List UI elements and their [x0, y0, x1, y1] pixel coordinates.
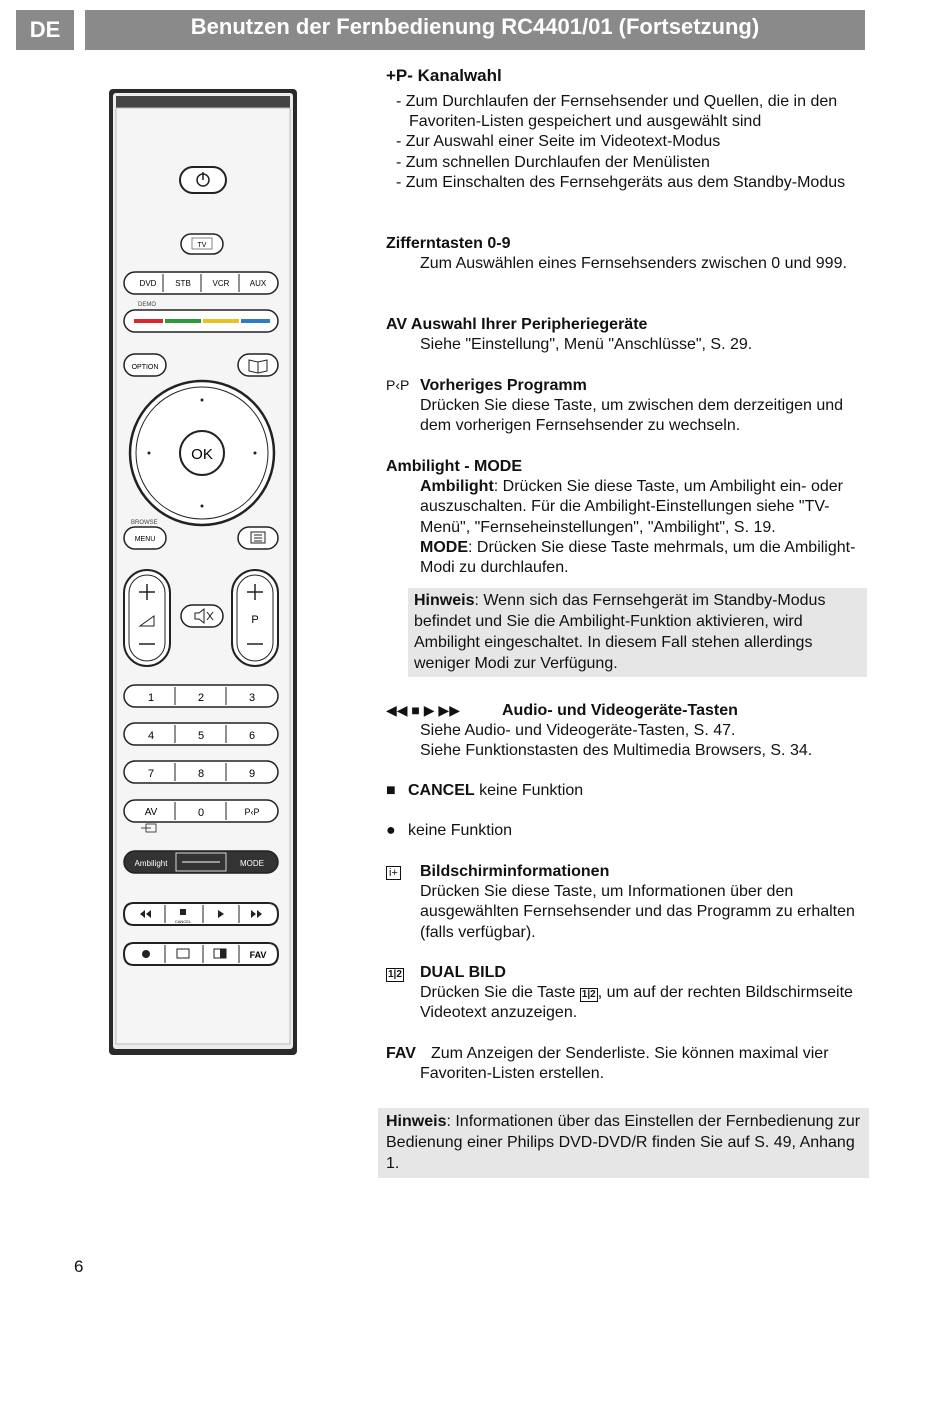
section-cancel [386, 781, 856, 801]
note-box-dvd [378, 1108, 869, 1178]
section-fav [386, 1044, 856, 1084]
remote-control-illustration [108, 88, 298, 1056]
page-title: Benutzen der Fernbedienung RC4401/01 (Fortsetzung) [85, 10, 865, 50]
transport-icons: ◀◀ ■ ▶ ▶▶ [386, 702, 460, 718]
list-item: - Zum schnellen Durchlaufen der Menülisten [396, 153, 710, 171]
section-heading: Bildschirminformationen [420, 863, 610, 880]
digit-9: 9 [248, 768, 256, 780]
record-text: keine Funktion [408, 822, 513, 839]
list-item: - Zur Auswahl einer Seite im Videotext-Modus [396, 133, 721, 151]
ambilight-row [124, 851, 278, 873]
stop-icon: ■ [386, 782, 396, 799]
section-heading: Ambilight - MODE [386, 458, 522, 475]
note-text: : Informationen über das Einstellen der Fernbedienung zur Bedienung einer Philips DVD-DVD/R finden Sie auf S. 49, Anhang 1. [386, 1113, 861, 1172]
cancel-text: keine Funktion [474, 782, 584, 799]
digit-3: 3 [248, 692, 256, 704]
note-label: Hinweis [414, 592, 475, 609]
mode-label: MODE [240, 859, 264, 868]
ambilight-label: Ambilight [134, 859, 168, 868]
list-item: - Zum Einschalten des Fernsehgeräts aus dem Standby-Modus [396, 173, 846, 191]
volume-rocker [124, 570, 170, 666]
fav-key-label: FAV [249, 950, 267, 960]
digit-2: 2 [197, 692, 205, 704]
section-av-keys [386, 700, 856, 762]
prev-program-icon: P‹P [386, 377, 410, 393]
p-label: P [251, 614, 259, 626]
tv-button [181, 234, 223, 254]
section-heading: Audio- und Videogeräte-Tasten [502, 702, 738, 719]
digit-8: 8 [197, 768, 205, 780]
section-heading: DUAL BILD [420, 964, 506, 981]
digit-row-2 [124, 723, 278, 745]
ambilight-term: Ambilight [420, 478, 494, 496]
fav-text: Zum Anzeigen der Senderliste. Sie können maximal vier Favoriten-Listen erstellen. [420, 1045, 829, 1083]
digit-6: 6 [248, 730, 256, 742]
info-icon: i+ [386, 866, 401, 880]
browse-label: BROWSE [131, 520, 158, 526]
record-icon [142, 950, 150, 958]
demo-label: DEMO [138, 302, 156, 308]
mode-term: MODE [420, 538, 468, 556]
function-row [124, 943, 278, 965]
option-button [124, 354, 166, 376]
dual-text-b: , um auf der rechten Bildschirmseite Videotext anzuzeigen. [420, 984, 853, 1022]
section-text: Drücken Sie diese Taste, um zwischen dem derzeitigen und dem vorherigen Fernsehsender zu wechseln. [420, 397, 844, 435]
color-buttons [124, 310, 278, 332]
pp-label: P‹P [244, 807, 260, 817]
book-icon [238, 354, 278, 376]
section-text: Siehe "Einstellung", Menü "Anschlüsse", S. 29. [420, 336, 753, 354]
note-box-ambilight [408, 588, 867, 677]
program-rocker [232, 570, 278, 666]
list-item: - Zum Durchlaufen der Fernsehsender und Quellen, die in den Favoriten-Listen gespeichert und ausgewählt sind [396, 93, 838, 131]
menu-label: MENU [134, 536, 156, 543]
dual-screen-icon: 1|2 [388, 969, 402, 980]
digit-row-3 [124, 761, 278, 783]
digit-0: 0 [197, 807, 205, 819]
dual-screen-inline-icon: 1|2 [581, 989, 596, 1001]
section-dual [386, 963, 856, 1024]
ok-label: OK [191, 446, 213, 463]
fav-label: FAV [386, 1045, 416, 1062]
section-ambilight [386, 457, 856, 578]
teletext-icon [238, 527, 278, 549]
source-stb: STB [175, 279, 191, 288]
page-number: 6 [74, 1257, 84, 1276]
stop-icon [180, 909, 186, 915]
digit-7: 7 [147, 768, 155, 780]
navigation-ring [130, 381, 274, 525]
dual-text-a: Drücken Sie die Taste [420, 984, 580, 1002]
source-aux: AUX [249, 279, 267, 288]
digit-row-1 [124, 685, 278, 707]
section-text: Siehe Funktionstasten des Multimedia Browsers, S. 34. [420, 742, 813, 760]
digit-4: 4 [147, 730, 155, 742]
language-tab: DE [16, 10, 74, 50]
power-button-icon [180, 167, 226, 193]
section-p-channel [386, 66, 856, 193]
section-previous-program [386, 375, 856, 437]
menu-button [124, 527, 166, 549]
digit-1: 1 [147, 692, 155, 704]
section-text: Drücken Sie diese Taste, um Informationen über den ausgewählten Fernsehsender und das Programm zu erhalten (falls verfügbar). [420, 883, 855, 941]
source-vcr: VCR [212, 279, 230, 288]
section-record [386, 821, 856, 841]
note-label: Hinweis [386, 1113, 447, 1130]
cancel-label: CANCEL [408, 782, 475, 799]
ambilight-text: : Drücken Sie diese Taste, um Ambilight ein- oder auszuschalten. Für die Ambilight-Einstellungen siehe "TV-Menü", "Fernseheinstellungen", "Ambilight", S. 19. [420, 478, 843, 536]
tv-label: TV [197, 242, 207, 249]
transport-row [124, 903, 278, 925]
mute-icon [181, 605, 223, 627]
note-text: : Wenn sich das Fernsehgerät im Standby-Modus befindet und Sie die Ambilight-Funktion aktivieren, wird Ambilight eingeschaltet. In diesem Fall stehen allerdings weniger Modi zur Verfügung. [414, 592, 826, 672]
mode-text: : Drücken Sie diese Taste mehrmals, um die Ambilight-Modi zu durchlaufen. [420, 538, 856, 577]
section-heading: Vorheriges Programm [420, 377, 587, 394]
section-heading: AV Auswahl Ihrer Peripheriegeräte [386, 316, 648, 333]
digit-5: 5 [197, 730, 205, 742]
source-dvd: DVD [139, 279, 157, 288]
option-label: OPTION [131, 364, 159, 371]
section-digits [386, 234, 856, 274]
section-av [386, 315, 856, 355]
source-buttons [124, 272, 278, 294]
section-heading: +P- Kanalwahl [386, 66, 502, 85]
section-info [386, 862, 856, 943]
section-text: Siehe Audio- und Videogeräte-Tasten, S. 47. [420, 722, 736, 740]
cancel-key-label: CANCEL [174, 919, 192, 924]
section-text: Zum Auswählen eines Fernsehsenders zwischen 0 und 999. [420, 255, 847, 273]
av-label: AV [144, 807, 158, 818]
record-icon: ● [386, 822, 396, 839]
section-heading: Zifferntasten 0-9 [386, 235, 511, 252]
